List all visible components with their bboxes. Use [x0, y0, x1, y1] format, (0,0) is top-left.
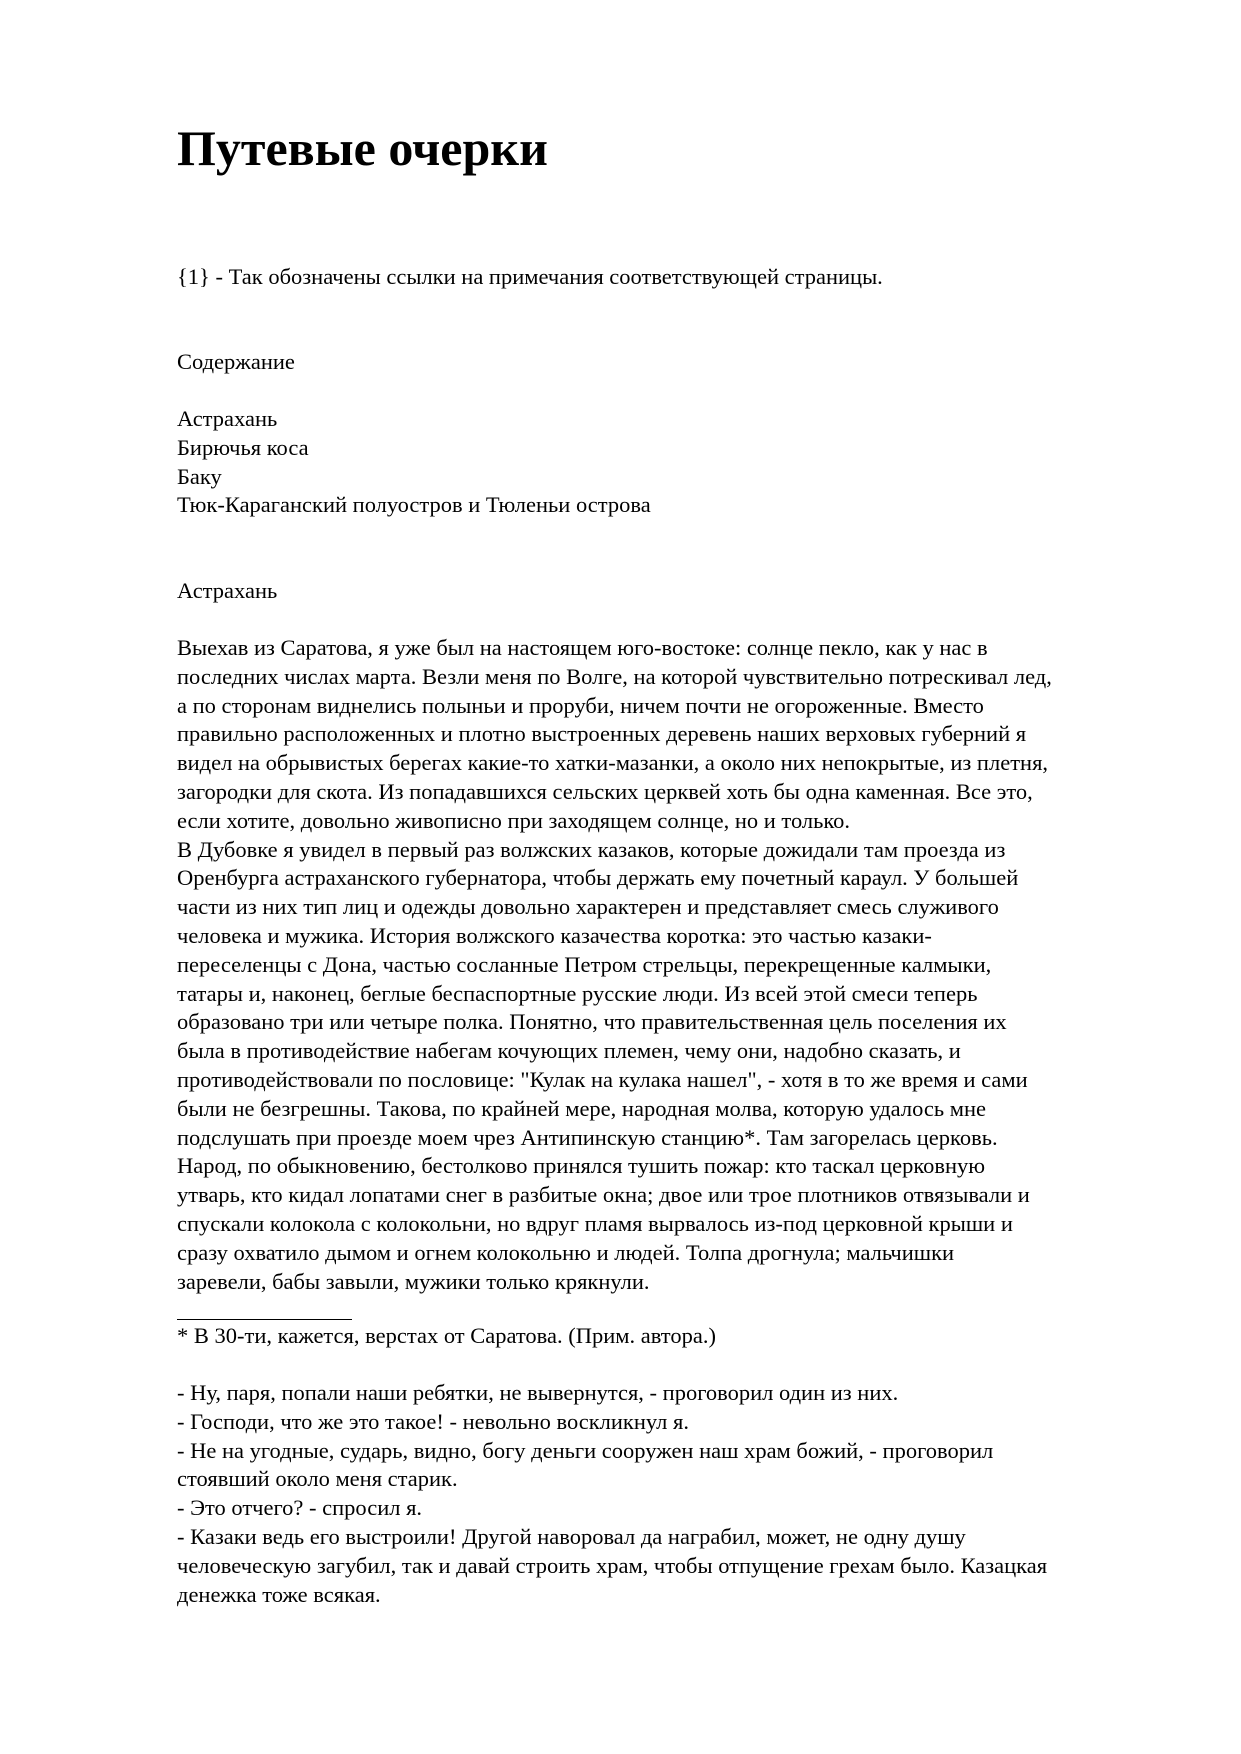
text-line: денежка тоже всякая.: [177, 1581, 381, 1607]
contents-item[interactable]: Баку: [177, 464, 222, 489]
text-line: - Казаки ведь его выстроили! Другой наворовал да награбил, может, не одну душу: [177, 1523, 966, 1549]
text-line: сразу охватило дымом и огнем колокольню и людей. Толпа дрогнула; мальчишки: [177, 1239, 955, 1265]
text-line: стоявший около меня старик.: [177, 1466, 458, 1492]
text-line: переселенцы с Дона, частью сосланные Петром стрельцы, перекрещенные калмыки,: [177, 951, 992, 977]
text-line: человека и мужика. История волжского казачества коротка: это частью казаки-: [177, 922, 932, 948]
text-line: татары и, наконец, беглые беспаспортные русские люди. Из всей этой смеси теперь: [177, 980, 978, 1006]
dialogue-block: [177, 1379, 1047, 1609]
text-line: заревели, бабы завыли, мужики только крякнули.: [177, 1268, 650, 1294]
text-line: противодействовали по пословице: "Кулак на кулака нашел", - хотя в то же время и сами: [177, 1066, 1028, 1092]
contents-item[interactable]: Астрахань: [177, 406, 278, 431]
text-line: были не безгрешны. Такова, по крайней мере, народная молва, которую удалось мне: [177, 1095, 987, 1121]
text-line: загородки для скота. Из попадавшихся сельских церквей хоть бы одна каменная. Все это,: [177, 778, 1033, 804]
text-line: подслушать при проезде моем чрез Антипинскую станцию*. Там загорелась церковь.: [177, 1124, 998, 1150]
text-line: В Дубовке я увидел в первый раз волжских казаков, которые дожидали там проезда из: [177, 836, 1006, 862]
text-line: Оренбурга астраханского губернатора, чтобы держать ему почетный караул. У большей: [177, 865, 1019, 891]
text-line: образовано три или четыре полка. Понятно, что правительственная цель поселения их: [177, 1009, 1007, 1035]
text-line: - Это отчего? - спросил я.: [177, 1495, 423, 1521]
notation-note: {1} - Так обозначены ссылки на примечания соответствующей страницы.: [177, 264, 883, 289]
footnote-separator: [177, 1319, 352, 1320]
contents-item[interactable]: Бирючья коса: [177, 435, 309, 460]
text-line: Народ, по обыкновению, бестолково принялся тушить пожар: кто таскал церковную: [177, 1153, 986, 1179]
contents-item[interactable]: Тюк-Караганский полуостров и Тюленьи острова: [177, 492, 651, 517]
page-title: Путевые очерки: [177, 120, 548, 176]
text-line: части из них тип лиц и одежды довольно характерен и представляет смесь служивого: [177, 894, 999, 920]
text-line: Выехав из Саратова, я уже был на настоящем юго-востоке: солнце пекло, как у нас в: [177, 635, 988, 660]
text-line: правильно расположенных и плотно выстроенных деревень наших верховых губерний я: [177, 721, 1027, 747]
text-line: - Не на угодные, сударь, видно, богу деньги сооружен наш храм божий, - проговорил: [177, 1437, 994, 1463]
chapter-heading: Астрахань: [177, 578, 278, 603]
text-line: - Ну, паря, попали наши ребятки, не вывернутся, - проговорил один из них.: [177, 1380, 899, 1405]
contents-heading: Содержание: [177, 349, 295, 374]
text-line: если хотите, довольно живописно при заходящем солнце, но и только.: [177, 807, 851, 833]
text-line: - Господи, что же это такое! - невольно воскликнул я.: [177, 1408, 689, 1434]
footnote: * В 30-ти, кажется, верстах от Саратова. (Прим. автора.): [177, 1323, 716, 1348]
text-line: последних числах марта. Везли меня по Волге, на которой чувствительно потрескивал лед,: [177, 663, 1052, 689]
text-line: была в противодействие набегам кочующих племен, чему они, надобно сказать, и: [177, 1038, 961, 1064]
text-line: спускали колокола с колокольни, но вдруг пламя вырвалось из-под церковной крыши и: [177, 1210, 1013, 1236]
chapter-paragraph-1: [177, 634, 1052, 1296]
text-line: утварь, кто кидал лопатами снег в разбитые окна; двое или трое плотников отвязывали и: [177, 1182, 1030, 1208]
text-line: а по сторонам виднелись полыньи и проруби, ничем почти не огороженные. Вместо: [177, 692, 984, 718]
text-line: человеческую загубил, так и давай строить храм, чтобы отпущение грехам было. Казацкая: [177, 1552, 1048, 1578]
text-line: видел на обрывистых берегах какие-то хатки-мазанки, а около них непокрытые, из плетня,: [177, 750, 1049, 776]
